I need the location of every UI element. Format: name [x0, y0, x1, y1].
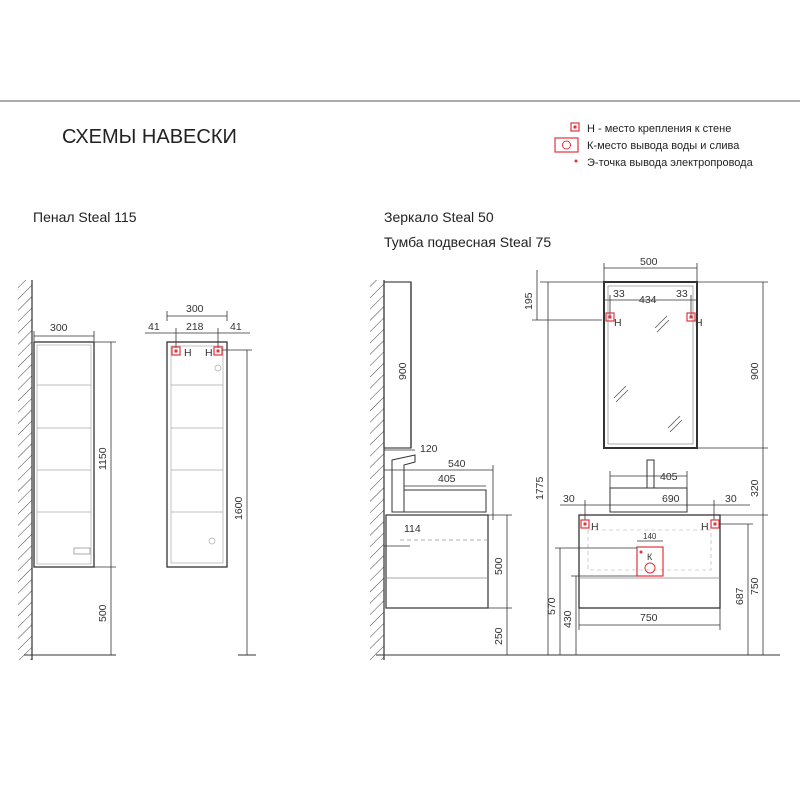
dim-mirror-offset-left: 33	[613, 288, 625, 300]
legend	[555, 123, 754, 169]
dim-cab-offset-right: 30	[725, 493, 737, 505]
cabinet-title: Тумба подвесная Steal 75	[384, 234, 552, 250]
mirror-mount-label-left: Н	[614, 317, 622, 329]
electric-legend-icon	[575, 160, 578, 163]
dim-mirror-height-front: 900	[749, 362, 761, 380]
dim-depth-total: 540	[448, 458, 466, 470]
dim-basin-depth: 405	[438, 473, 456, 485]
wall-hatch-right	[370, 280, 384, 660]
dim-mount-spacing: 218	[186, 321, 204, 333]
vanity-side-view	[370, 280, 780, 660]
dim-floor-gap: 500	[97, 604, 109, 622]
pencil-side-view	[18, 280, 116, 660]
pencil-side-body	[34, 342, 94, 567]
wall-hatch	[18, 280, 32, 660]
dim-offset-left: 41	[148, 321, 160, 333]
dim-basin-width: 405	[660, 471, 678, 483]
dim-water-width: 140	[643, 532, 657, 541]
pencil-front-view	[145, 303, 256, 655]
mirror-front	[604, 282, 697, 448]
dim-mirror-spacing: 434	[639, 294, 657, 306]
legend-water: К-место вывода воды и слива	[587, 140, 740, 152]
dim-gap-320: 320	[749, 479, 761, 497]
dim-h687: 687	[734, 587, 746, 605]
dim-cab-width: 750	[640, 612, 658, 624]
dim-h750: 750	[749, 577, 761, 595]
dim-h430: 430	[562, 610, 574, 628]
dim-mirror-width: 500	[640, 256, 658, 268]
page-title: СХЕМЫ НАВЕСКИ	[62, 126, 237, 148]
basin-side	[404, 490, 486, 512]
dim-cab-height-side: 500	[493, 557, 505, 575]
dim-mirror-side-height: 900	[397, 362, 409, 380]
mirror-title: Зеркало Steal 50	[384, 209, 494, 225]
dim-width: 300	[50, 322, 68, 334]
dim-total-height: 1775	[534, 476, 546, 500]
dim-mirror-offset-right: 33	[676, 288, 688, 300]
mount-label-left: Н	[184, 347, 192, 359]
dim-front-width: 300	[186, 303, 204, 315]
dim-cab-spacing: 690	[662, 493, 680, 505]
legend-mount: Н - место крепления к стене	[587, 123, 732, 135]
mirror-mount-label-right: Н	[695, 317, 703, 329]
mount-label-right: Н	[205, 347, 213, 359]
dim-floor-gap-side: 250	[493, 627, 505, 645]
legend-electric: Э-точка вывода электропровода	[587, 157, 753, 169]
left-section-title: Пенал Steal 115	[33, 209, 137, 225]
vanity-front-view	[523, 256, 768, 655]
dim-mount-height: 1600	[233, 496, 245, 520]
dim-cab-offset-left: 30	[563, 493, 575, 505]
dim-h570: 570	[546, 597, 558, 615]
pencil-front-body	[167, 342, 227, 567]
dim-offset-right: 41	[230, 321, 242, 333]
water-label: К	[647, 552, 653, 562]
water-legend-icon	[555, 138, 578, 152]
dim-mirror-top: 195	[523, 292, 535, 310]
cabinet-side	[386, 515, 488, 608]
dim-faucet: 120	[420, 443, 438, 455]
dim-drain-depth: 114	[404, 523, 421, 535]
faucet-front	[647, 460, 654, 488]
cab-mount-label-right: Н	[701, 521, 709, 533]
dim-height: 1150	[97, 447, 109, 470]
cab-mount-label-left: Н	[591, 521, 599, 533]
